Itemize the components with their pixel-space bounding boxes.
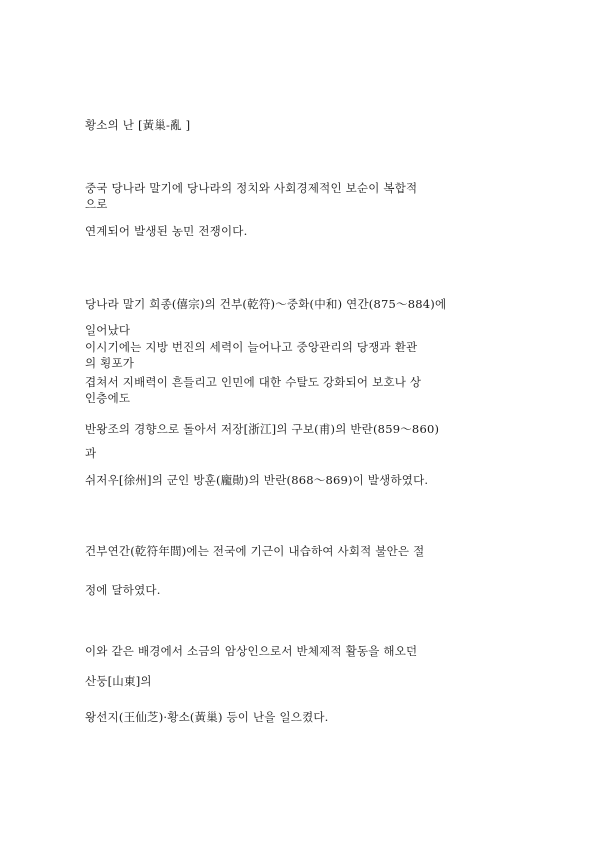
document-title: 황소의 난 [黃巢-亂 ]: [85, 118, 191, 132]
paragraph-3-line-1: 건부연간(乾符年間)에는 전국에 기근이 내습하여 사회적 불안은 절: [85, 544, 425, 558]
paragraph-1-line-1: 중국 당나라 말기에 당나라의 정치와 사회경제적인 보순이 복합적: [85, 181, 418, 195]
paragraph-2-line-4: 의 횡포가: [85, 356, 135, 370]
paragraph-4-line-1: 이와 같은 배경에서 소금의 암상인으로서 반체제적 활동을 해오던: [85, 644, 418, 658]
paragraph-2-line-2: 일어났다: [85, 323, 131, 337]
paragraph-2-line-1: 당나라 말기 희종(僖宗)의 건부(乾符)～중화(中和) 연간(875～884)에: [85, 297, 447, 311]
paragraph-4-line-3: 왕선지(王仙芝)·황소(黃巢) 등이 난을 일으켰다.: [85, 710, 329, 724]
paragraph-2-line-8: 과: [85, 446, 97, 460]
paragraph-1-line-2: 으로: [85, 197, 108, 211]
paragraph-1-line-3: 연계되어 발생된 농민 전쟁이다.: [85, 224, 248, 238]
paragraph-2-line-7: 반왕조의 경향으로 돌아서 저장[浙江]의 구보(甫)의 반란(859～860): [85, 422, 440, 436]
paragraph-2-line-3: 이시기에는 지방 번진의 세력이 늘어나고 중앙관리의 당쟁과 환관: [85, 340, 418, 354]
paragraph-4-line-2: 산둥[山東]의: [85, 674, 152, 688]
paragraph-2-line-6: 인층에도: [85, 391, 131, 405]
paragraph-2-line-9: 쉬저우[徐州]의 군인 방훈(龐勛)의 반란(868～869)이 발생하였다.: [85, 473, 429, 487]
paragraph-2-line-5: 겹쳐서 지배력이 흔들리고 인민에 대한 수탈도 강화되어 보호나 상: [85, 375, 422, 389]
paragraph-3-line-2: 정에 달하였다.: [85, 583, 161, 597]
